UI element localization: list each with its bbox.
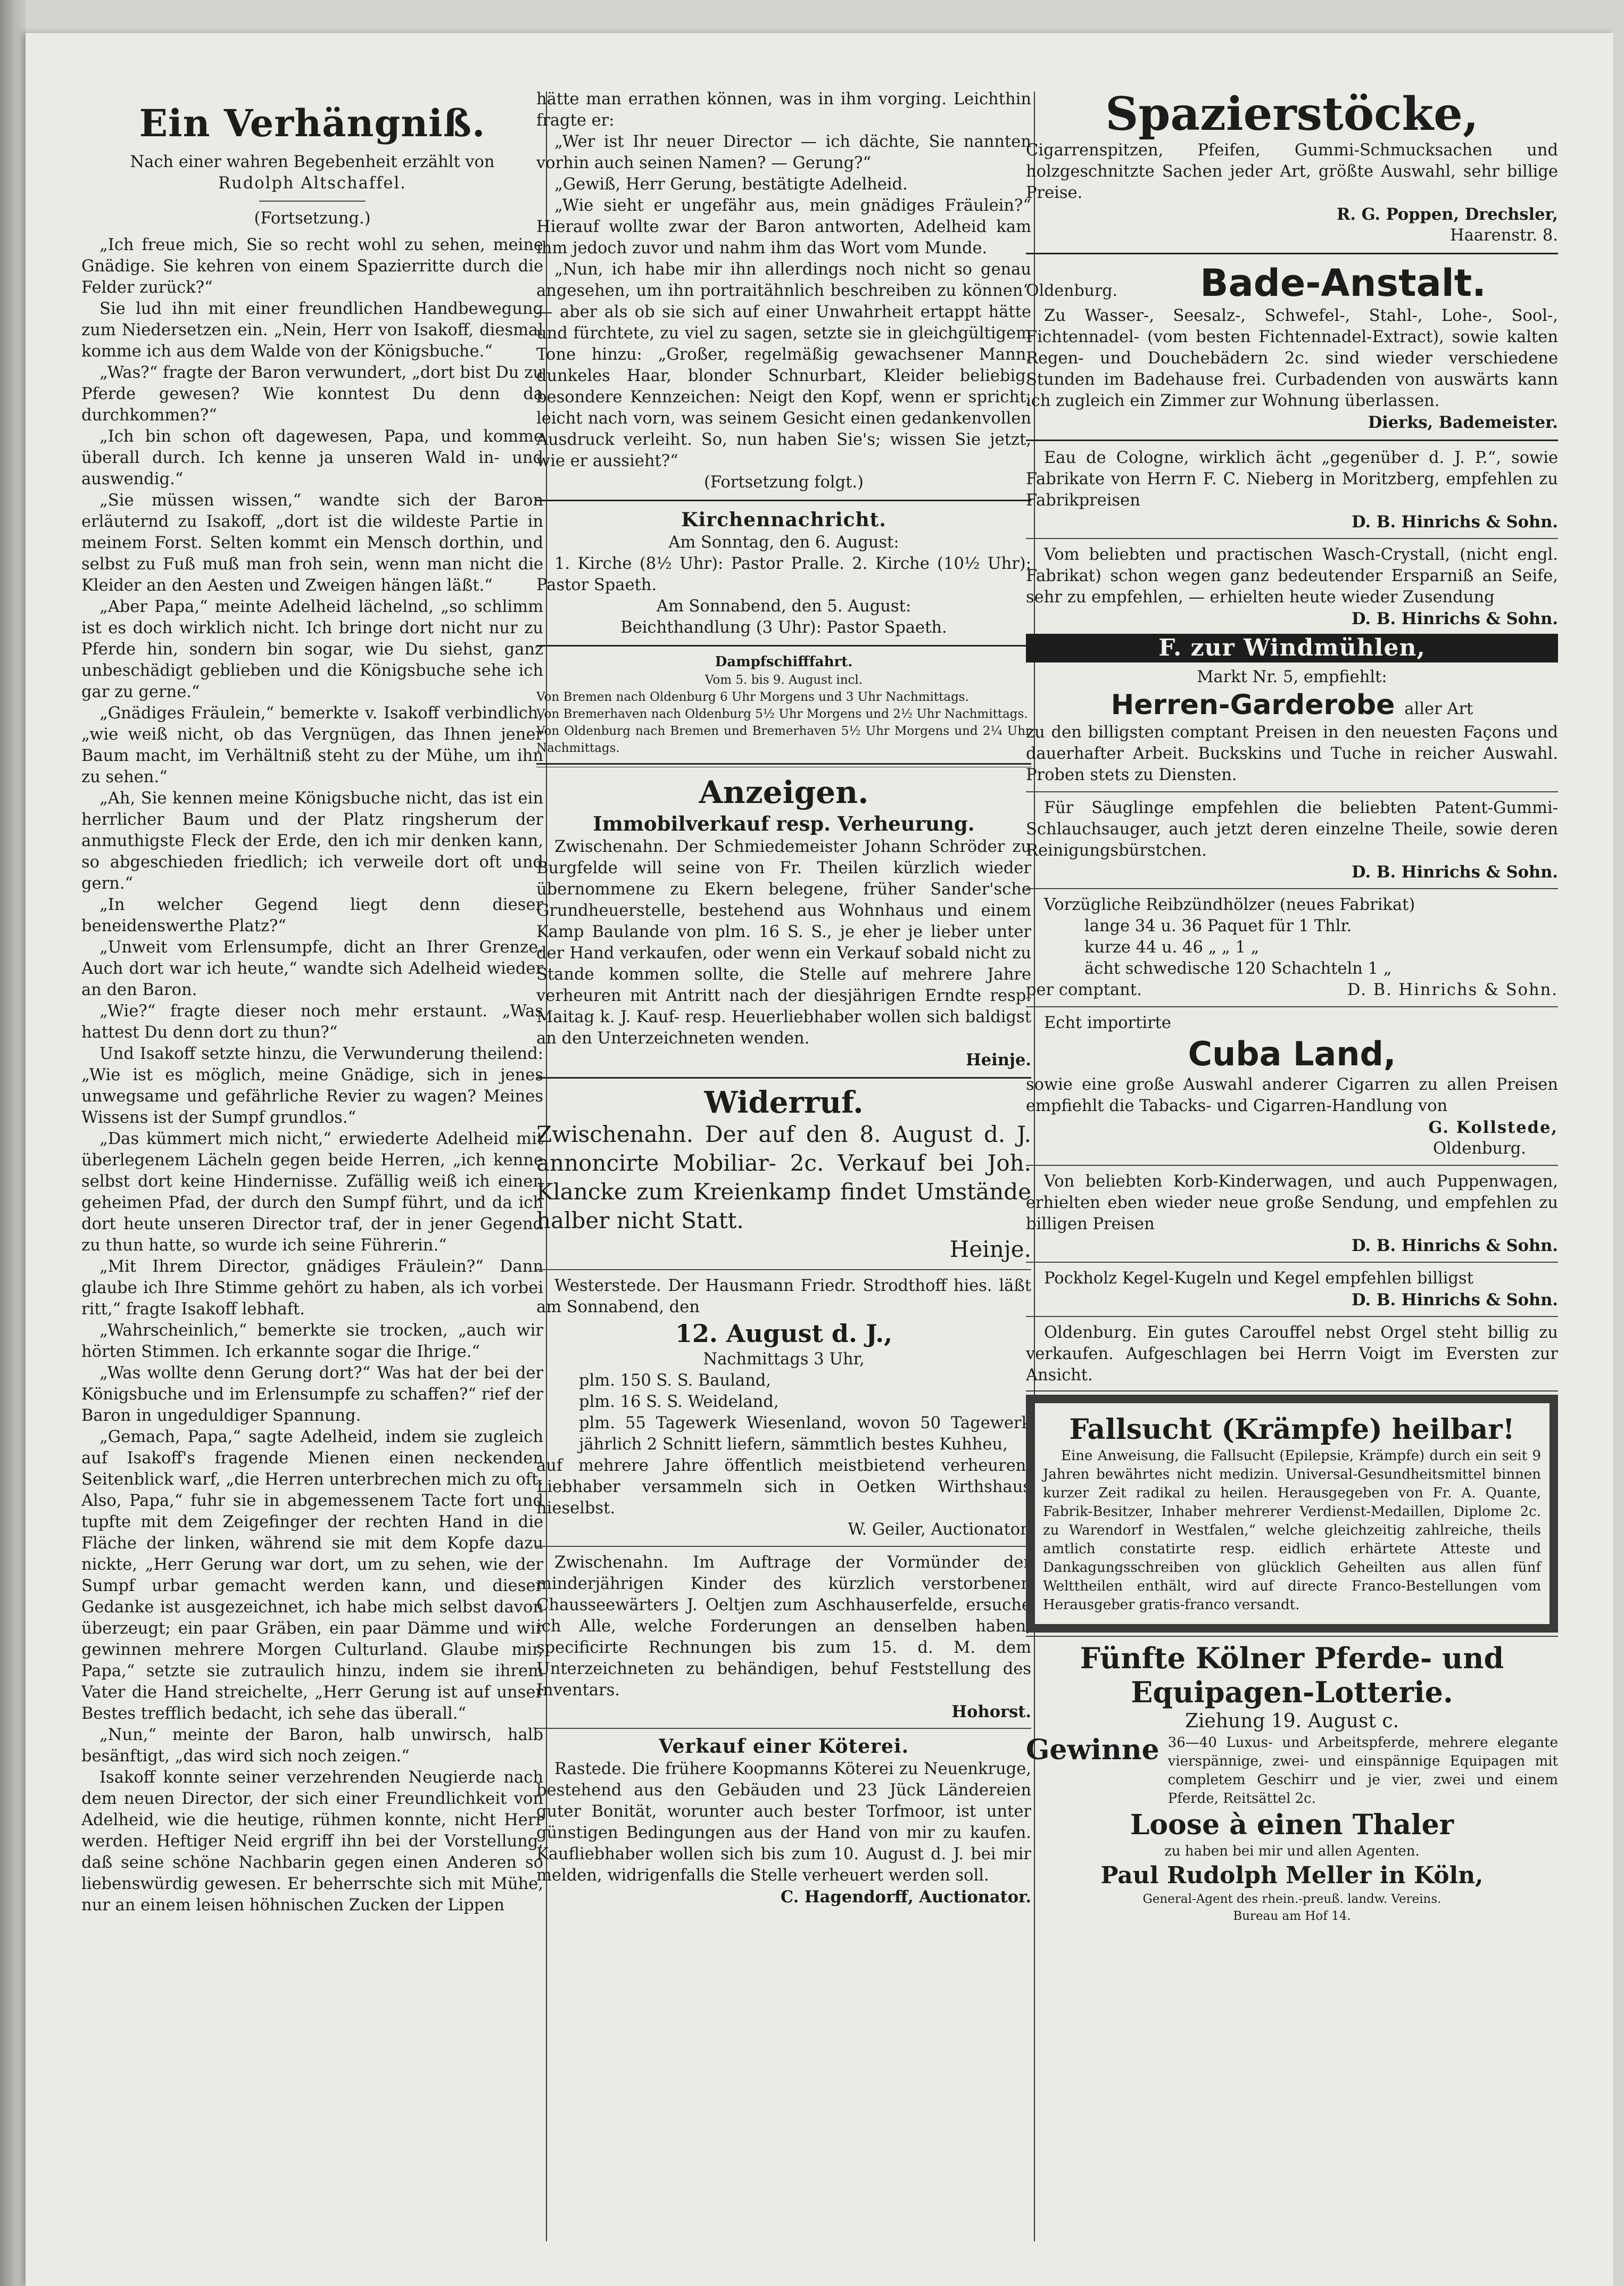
story-paragraph: „Wie?“ fragte dieser noch mehr erstaunt. „Was hattest Du denn dort zu thun?“ xyxy=(81,1002,543,1042)
immo-ad-title: Immobilverkauf resp. Verheurung. xyxy=(593,812,975,835)
spazierstoecke-ad-signature: R. G. Poppen, Drechsler, xyxy=(1336,205,1558,224)
ads-title: Anzeigen. xyxy=(699,774,869,810)
westerstede-ad-time: Nachmittags 3 Uhr, xyxy=(703,1350,865,1369)
herren-garderobe-header xyxy=(1026,688,1558,722)
column-2 xyxy=(536,89,1031,1908)
divider xyxy=(259,201,366,202)
story-paragraph: „Mit Ihrem Director, gnädiges Fräulein?“ Dann glaube ich Ihre Stimme gehört zu haben, als ich vorbei ritt,“ fragte Isakoff lebhaft. xyxy=(81,1257,543,1319)
westerstede-ad-item: plm. 16 S. S. Weideland, xyxy=(579,1393,779,1411)
reibzuendhoelzer-footer xyxy=(1026,980,1558,1001)
westerstede-ad-signature: W. Geiler, Auctionator. xyxy=(848,1520,1031,1539)
bade-ad-place: Oldenburg. xyxy=(1026,281,1118,300)
story-paragraph: „Ah, Sie kennen meine Königsbuche nicht, das ist ein herrlicher Baum und der Platz ringsherum der anmuthigste Fleck der Erde, den ich mir denken kann, so abgeschieden friedlich; ich verweile dort oft und gern.“ xyxy=(81,789,543,893)
story-paragraph: „Nun,“ meinte der Baron, halb unwirsch, halb besänftigt, „das wird sich noch zeigen.“ xyxy=(81,1726,543,1766)
story-paragraph: „Wer ist Ihr neuer Director — ich dächte, Sie nannten vorhin auch seinen Namen? — Gerung?“ xyxy=(536,132,1031,172)
story-paragraph: „Das kümmert mich nicht,“ erwiederte Adelheid mit überlegenem Lächeln gegen beide Herren, „ich kenne selbst dort keine Hindernisse. Zufällig weiß ich einen geheimen Pfad, der durch den Sumpf führt, und da ich dort heute unseren Director traf, der in jener Gegend zu thun hatte, so wurde ich seine Führerin.“ xyxy=(81,1130,543,1255)
lotterie-ad-prizes-label: Gewinne xyxy=(1026,1734,1159,1766)
lotterie-ad-tickets: Loose à einen Thaler xyxy=(1130,1809,1454,1841)
bade-ad-text: Zu Wasser-, Seesalz-, Schwefel-, Stahl-, Lohe-, Sool-, Fichtennadel- (vom besten Fichtennadel-Extract), sowie kalten Regen- und Douchebädern 2c. sind wieder verschiedene Stunden im Badehause frei. Curbadenden von auswärts kann ich zugleich ein Zimmer zur Wohnung überlassen. xyxy=(1026,307,1558,410)
lotterie-ad-draw: Ziehung 19. August c. xyxy=(1185,1710,1399,1732)
column-1 xyxy=(81,89,543,1916)
herren-garderobe-title: Herren-Garderobe xyxy=(1111,689,1395,721)
herren-garderobe-suffix: aller Art xyxy=(1404,700,1473,718)
divider xyxy=(536,1269,1031,1270)
lotterie-ad-prizes-text: 36—40 Luxus- und Arbeitspferde, mehrere elegante vierspännige, zwei- und einspännige Equipagen mit completem Geschirr und je vier, zwei und einem Pferde, Reitsättel 2c. xyxy=(1167,1735,1558,1807)
schlauchsauger-ad-text: Für Säuglinge empfehlen die beliebten Patent-Gummi-Schlauchsauger, auch jetzt deren einzelne Theile, sowie deren Reinigungsbürstchen. xyxy=(1026,799,1558,860)
eau-de-cologne-ad-text: Eau de Cologne, wirklich ächt „gegenüber d. J. P.“, sowie Fabrikate von Herrn F. C. Nieberg in Moritzberg, empfehlen zu Fabrikpreisen xyxy=(1026,449,1558,510)
lotterie-ad-availability: zu haben bei mir und allen Agenten. xyxy=(1164,1843,1420,1859)
waschcrystall-ad-signature: D. B. Hinrichs & Sohn. xyxy=(1352,609,1558,628)
immo-ad-text: Zwischenahn. Der Schmiedemeister Johann Schröder zu Burgfelde will seine von Fr. Theilen kürzlich wieder übernommene zu Ekern belegene, früher Sander'sche Grundheuerstelle, bestehend aus Wohnhaus und einem Kamp Baulande von plm. 16 S. S., je eher je lieber unter der Hand verkaufen, oder wenn ein Verkauf sobald nicht zu Stande kommen sollte, die Stelle auf mehrere Jahre verheuren mit Antritt nach der diesjährigen Erndte resp. Maitag k. J. Kauf- resp. Heuerliebhaber wollen sich baldigst an den Unterzeichneten wenden. xyxy=(536,838,1031,1048)
reibzuendhoelzer-price-line: kurze 44 u. 46 „ „ 1 „ xyxy=(1084,938,1260,957)
cuba-ad-place: Oldenburg. xyxy=(1433,1139,1526,1158)
fallsucht-ad-title: Fallsucht (Krämpfe) heilbar! xyxy=(1069,1413,1515,1446)
kinderwagen-ad-text: Von beliebten Korb-Kinderwagen, und auch Puppenwagen, erhielten eben wieder neue große Sendung, und empfehlen zu billigen Preisen xyxy=(1026,1172,1558,1233)
cuba-ad-title: Cuba Land, xyxy=(1188,1034,1396,1073)
reibzuendhoelzer-signature: D. B. Hinrichs & Sohn. xyxy=(1347,981,1558,999)
eau-de-cologne-ad-signature: D. B. Hinrichs & Sohn. xyxy=(1352,512,1558,532)
story-author: Rudolph Altschaffel. xyxy=(218,174,407,193)
divider xyxy=(536,1546,1031,1547)
story-paragraph: „Wie sieht er ungefähr aus, mein gnädiges Fräulein?“ Hierauf wollte zwar der Baron antworten, Adelheid kam ihm jedoch zuvor und nahm ihm das Wort vom Munde. xyxy=(536,196,1031,258)
story-paragraph: „Was wollte denn Gerung dort?“ Was hat der bei der Königsbuche und im Erlensumpfe zu schaffen?“ rief der Baron in ungeduldiger Spannung. xyxy=(81,1364,543,1425)
divider xyxy=(536,500,1031,501)
divider xyxy=(1026,1165,1558,1166)
reibzuendhoelzer-price-line: lange 34 u. 36 Paquet für 1 Thlr. xyxy=(1084,917,1352,935)
westerstede-ad-date: 12. August d. J., xyxy=(675,1319,893,1348)
story-paragraph: „Gemach, Papa,“ sagte Adelheid, indem sie zugleich auf Isakoff's fragende Mienen einen neckenden Seitenblick warf, „die Herren unterbrechen mich zu oft. Also, Papa,“ fuhr sie in abgemessenem Tacte fort und tupfte mit dem Zeigefinger der rechten Hand in die Fläche der linken, während sie mit dem Kopfe dazu nickte, „Herr Gerung war dort, um zu sehen, wie der Sumpf urbar gemacht werden kann, und dieser Gedanke ist ausgezeichnet, ich habe mich selbst davon überzeugt; ein paar Gräben, ein paar Dämme und wir gewinnen mehrere Morgen Culturland. Glaube mir, Papa,“ setzte sie zutraulich hinzu, indem sie ihrem Vater die Hand streichelte, „Herr Gerung ist auf unser Bestes trefflich bedacht, ich sehe das überall.“ xyxy=(81,1428,543,1723)
story-title: Ein Verhängniß. xyxy=(139,101,486,145)
divider xyxy=(1026,1262,1558,1263)
steamship-dates: Vom 5. bis 9. August incl. xyxy=(705,673,863,687)
lotterie-ad-title: Fünfte Kölner Pferde- und Equipagen-Lotterie. xyxy=(1080,1641,1504,1709)
story-paragraph: „Ich freue mich, Sie so recht wohl zu sehen, meine Gnädige. Sie kehren von einem Spazierritte durch die Felder zurück?“ xyxy=(81,236,543,297)
divider xyxy=(536,1728,1031,1729)
divider xyxy=(536,1077,1031,1079)
fallsucht-ad-box xyxy=(1026,1395,1558,1633)
story-paragraph: „Was?“ fragte der Baron verwundert, „dort bist Du zu Pferde gewesen? Wie konntest Du denn da durchkommen?“ xyxy=(81,363,543,425)
cuba-ad-pre: Echt importirte xyxy=(1044,1014,1171,1032)
story-continued: (Fortsetzung.) xyxy=(254,209,371,228)
story-paragraph: Isakoff konnte seiner verzehrenden Neugierde nach dem neuen Director, der sich einer Freundlichkeit von Adelheid, wie die heutige, rühmen konnte, nicht Herr werden. Heftiger Neid ergriff ihn bei der Vorstellung, daß seine schöne Nachbarin gegen einen Anderen so liebenswürdig gewesen. Er beherrschte sich mit Mühe, nur an einem leisen höhnischen Zucken der Lippen xyxy=(81,1768,543,1915)
story-paragraph: „Aber Papa,“ meinte Adelheid lächelnd, „so schlimm ist es doch wirklich nicht. Ich bringe dort nicht nur zu Pferde hin, sondern bin sogar, wie Du siehst, ganz unbeschädigt geblieben und die Königsbuche sehe ich gar zu gerne.“ xyxy=(81,598,543,701)
windmuehlen-banner: F. zur Windmühlen, xyxy=(1026,634,1558,662)
lotterie-ad-name: Paul Rudolph Meller in Köln, xyxy=(1100,1862,1484,1889)
story-paragraph: „Nun, ich habe mir ihn allerdings noch nicht so genau angesehen, um ihn portraitähnlich beschreiben zu können“ — aber als ob sie sich auf einer Unwahrheit ertappt hätte und fürchtete, zu viel zu sagen, setzte sie in gleichgültigem Tone hinzu: „Großer, regelmäßig gewachsener Mann, dunkeles Haar, blonder Schnurbart, Kleider beliebig; besondere Kennzeichen: Neigt den Kopf, wenn er spricht, leicht nach vorn, was seinem Gesicht einen gedankenvollen Ausdruck verleiht. So, nun haben Sie's; wissen Sie jetzt, wie er aussieht?“ xyxy=(536,260,1031,470)
westerstede-ad-text: Westerstede. Der Hausmann Friedr. Strodthoff hies. läßt am Sonnabend, den xyxy=(536,1277,1031,1316)
story-to-be-continued: (Fortsetzung folgt.) xyxy=(704,473,864,492)
steamship-line: Von Bremen nach Oldenburg 6 Uhr Morgens und 3 Uhr Nachmittags. xyxy=(536,690,969,704)
westerstede-ad-more: auf mehrere Jahre öffentlich meistbietend verheuren. Liebhaber versammeln sich in Oetken Wirthshaus hieselbst. xyxy=(536,1456,1031,1518)
story-paragraph: „Gewiß, Herr Gerung, bestätigte Adelheid. xyxy=(554,175,908,194)
kegelkugeln-ad-text: Pockholz Kegel-Kugeln und Kegel empfehlen billigst xyxy=(1044,1269,1473,1288)
kinderwagen-ad-signature: D. B. Hinrichs & Sohn. xyxy=(1352,1236,1558,1255)
story-subtitle: Nach einer wahren Begebenheit erzählt von xyxy=(130,153,495,171)
schlauchsauger-ad-signature: D. B. Hinrichs & Sohn. xyxy=(1352,863,1558,882)
divider xyxy=(1026,440,1558,441)
waschcrystall-ad-text: Vom beliebten und practischen Wasch-Crystall, (nicht engl. Fabrikat) schon wegen ganz bedeutender Ersparniß an Seife, sehr zu empfehlen, — erhielten heute wieder Zusendung xyxy=(1026,545,1558,607)
spazierstoecke-ad-text: Cigarrenspitzen, Pfeifen, Gummi-Schmucksachen und holzgeschnitzte Sachen jeder Art, größte Auswahl, sehr billige Preise. xyxy=(1026,141,1558,202)
kegelkugeln-ad-signature: D. B. Hinrichs & Sohn. xyxy=(1352,1290,1558,1310)
steamship-line: Von Oldenburg nach Bremen und Bremerhaven 5½ Uhr Morgens und 2¼ Uhr Nachmittags. xyxy=(536,724,1031,755)
cuba-ad-signature: G. Kollstede, xyxy=(1428,1118,1558,1137)
divider xyxy=(1026,1006,1558,1007)
divider xyxy=(1026,253,1558,254)
church-line: Am Sonnabend, den 5. August: xyxy=(656,597,912,616)
divider xyxy=(536,645,1031,647)
divider xyxy=(1026,538,1558,539)
koeterei-ad-text: Rastede. Die frühere Koopmanns Köterei zu Neuenkruge, bestehend aus den Gebäuden und 23 Jück Ländereien guter Bonität, worunter auch bester Torfmoor, ist unter günstigen Bedingungen aus der Hand von mir zu kaufen. Kaufliebhaber wollen sich bis zum 10. August d. J. bei mir melden, widrigenfalls die Stelle verheuert werden soll. xyxy=(536,1760,1031,1885)
story-paragraph: hätte man errathen können, was in ihm vorging. Leichthin fragte er: xyxy=(536,90,1031,130)
carouffel-ad-text: Oldenburg. Ein gutes Carouffel nebst Orgel steht billig zu verkaufen. Aufgeschlagen bei Herrn Voigt im Eversten zur Ansicht. xyxy=(1026,1323,1558,1385)
story-paragraph: Sie lud ihn mit einer freundlichen Handbewegung zum Niedersetzen ein. „Nein, Herr von Isakoff, diesmal komme ich aus dem Walde von der Königsbuche.“ xyxy=(81,300,543,361)
divider xyxy=(1026,888,1558,889)
widerruf-text: Zwischenahn. Der auf den 8. August d. J. annoncirte Mobiliar- 2c. Verkauf bei Joh. Klancke zum Kreienkamp findet Umstände halber nicht Statt. xyxy=(536,1121,1031,1233)
spazierstoecke-ad-address: Haarenstr. 8. xyxy=(1450,226,1558,245)
reibzuendhoelzer-terms: per comptant. xyxy=(1026,981,1142,999)
divider xyxy=(1026,791,1558,792)
koeterei-ad-title: Verkauf einer Köterei. xyxy=(658,1735,909,1758)
story-paragraph: „Ich bin schon oft dagewesen, Papa, und komme überall durch. Ich kenne ja unseren Wald in- und auswendig.“ xyxy=(81,427,543,488)
lotterie-ad-prizes xyxy=(1026,1734,1558,1808)
story-paragraph: „In welcher Gegend liegt denn dieser beneidenswerthe Platz?“ xyxy=(81,896,543,935)
newspaper-page xyxy=(26,33,1613,2286)
zwischenahn-ad-signature: Hohorst. xyxy=(951,1702,1031,1721)
spazierstoecke-ad-title: Spazierstöcke, xyxy=(1105,89,1479,141)
lotterie-ad-office: Bureau am Hof 14. xyxy=(1233,1909,1351,1923)
immo-ad-signature: Heinje. xyxy=(965,1050,1031,1070)
koeterei-ad-signature: C. Hagendorff, Auctionator. xyxy=(780,1887,1031,1907)
westerstede-ad-item: plm. 55 Tagewerk Wiesenland, wovon 50 Tagewerk jährlich 2 Schnitt liefern, sämmtlich bestes Kuhheu, xyxy=(579,1414,1031,1454)
reibzuendhoelzer-price-line: ächt schwedische 120 Schachteln 1 „ xyxy=(1084,959,1392,978)
church-line: Beichthandlung (3 Uhr): Pastor Spaeth. xyxy=(620,618,947,637)
story-paragraph: Und Isakoff setzte hinzu, die Verwunderung theilend: „Wie ist es möglich, meine Gnädige, sich in jenes unwegsame und gefährliche Revier zu wagen? Meines Wissens ist der Sumpf grundlos.“ xyxy=(81,1045,543,1127)
divider xyxy=(1026,1316,1558,1317)
story-paragraph: „Sie müssen wissen,“ wandte sich der Baron erläuternd zu Isakoff, „dort ist die wildeste Partie in meinem Forst. Selten kommt ein Mensch dorthin, und selbst zu Fuß muß man froh sein, wenn man nicht die Kleider an den Aesten und Zweigen hängen läßt.“ xyxy=(81,491,543,595)
cuba-ad-text: sowie eine große Auswahl anderer Cigarren zu allen Preisen empfiehlt die Tabacks- und Cigarren-Handlung von xyxy=(1026,1075,1558,1115)
double-divider xyxy=(536,763,1031,767)
steamship-line: Von Bremerhaven nach Oldenburg 5½ Uhr Morgens und 2½ Uhr Nachmittags. xyxy=(536,707,1028,721)
column-3 xyxy=(1026,89,1558,1925)
story-paragraph: „Wahrscheinlich,“ bemerkte sie trocken, „auch wir hörten Stimmen. Ich erkannte sogar die Ihrige.“ xyxy=(81,1321,543,1361)
zwischenahn-ad-text: Zwischenahn. Im Auftrage der Vormünder der minderjährigen Kinder des kürzlich verstorbenen Chausseewärters J. Oeltjen zum Aschhauserfelde, ersuche ich Alle, welche Forderungen an denselben haben, specificirte Rechnungen bis zum 15. d. M. dem Unterzeichneten zu behändigen, behuf Feststellung des Inventars. xyxy=(536,1553,1031,1700)
widerruf-signature: Heinje. xyxy=(949,1236,1031,1262)
story-paragraph: „Unweit vom Erlensumpfe, dicht an Ihrer Grenze. Auch dort war ich heute,“ wandte sich Adelheid wieder an den Baron. xyxy=(81,938,543,999)
page-edge xyxy=(0,0,26,2286)
bade-ad-header xyxy=(1026,261,1558,305)
fallsucht-ad-text: Eine Anweisung, die Fallsucht (Epilepsie, Krämpfe) durch ein seit 9 Jahren bewährtes nicht medizin. Universal-Gesundheitsmittel binnen kurzer Zeit radikal zu heilen. Herausgegeben von Fr. A. Quante, Fabrik-Besitzer, Inhaber mehrerer Verdienst-Medaillen, Diplome 2c. zu Warendorf in Westfalen,“ welche gleichzeitig zahlreiche, theils amtlich constatirte resp. eidlich erhärtete Atteste und Dankagungsschreiben von glücklich Geheilten aus allen fünf Welttheilen enthält, wird auf directe Franco-Bestellungen vom Herausgeber gratis-franco versandt. xyxy=(1043,1448,1541,1613)
church-line: Am Sonntag, den 6. August: xyxy=(668,533,899,552)
herren-garderobe-text: zu den billigsten comptant Preisen in den neuesten Façons und dauerhafter Arbeit. Buckskins und Tuche in reicher Auswahl. Proben stets zu Diensten. xyxy=(1026,723,1558,784)
westerstede-ad-item: plm. 150 S. S. Bauland, xyxy=(579,1371,771,1390)
reibzuendhoelzer-ad-head: Vorzügliche Reibzündhölzer (neues Fabrikat) xyxy=(1044,896,1415,914)
steamship-title: Dampfschifffahrt. xyxy=(715,654,853,670)
widerruf-title: Widerruf. xyxy=(704,1085,864,1120)
bade-ad-title: Bade-Anstalt. xyxy=(1200,261,1486,305)
story-paragraph: „Gnädiges Fräulein,“ bemerkte v. Isakoff verbindlich, „wie weiß nicht, ob das Vergnügen, das Ihnen jener Baum macht, im Verhältniß steht zu der Mühe, um ihn zu sehen.“ xyxy=(81,704,543,786)
bade-ad-signature: Dierks, Bademeister. xyxy=(1368,413,1558,432)
church-notice-title: Kirchennachricht. xyxy=(681,509,886,531)
church-line: 1. Kirche (8½ Uhr): Pastor Pralle. 2. Kirche (10½ Uhr): Pastor Spaeth. xyxy=(536,554,1031,594)
lotterie-ad-agent: General-Agent des rhein.-preuß. landw. Vereins. xyxy=(1142,1892,1441,1906)
windmuehlen-address: Markt Nr. 5, empfiehlt: xyxy=(1197,668,1387,686)
